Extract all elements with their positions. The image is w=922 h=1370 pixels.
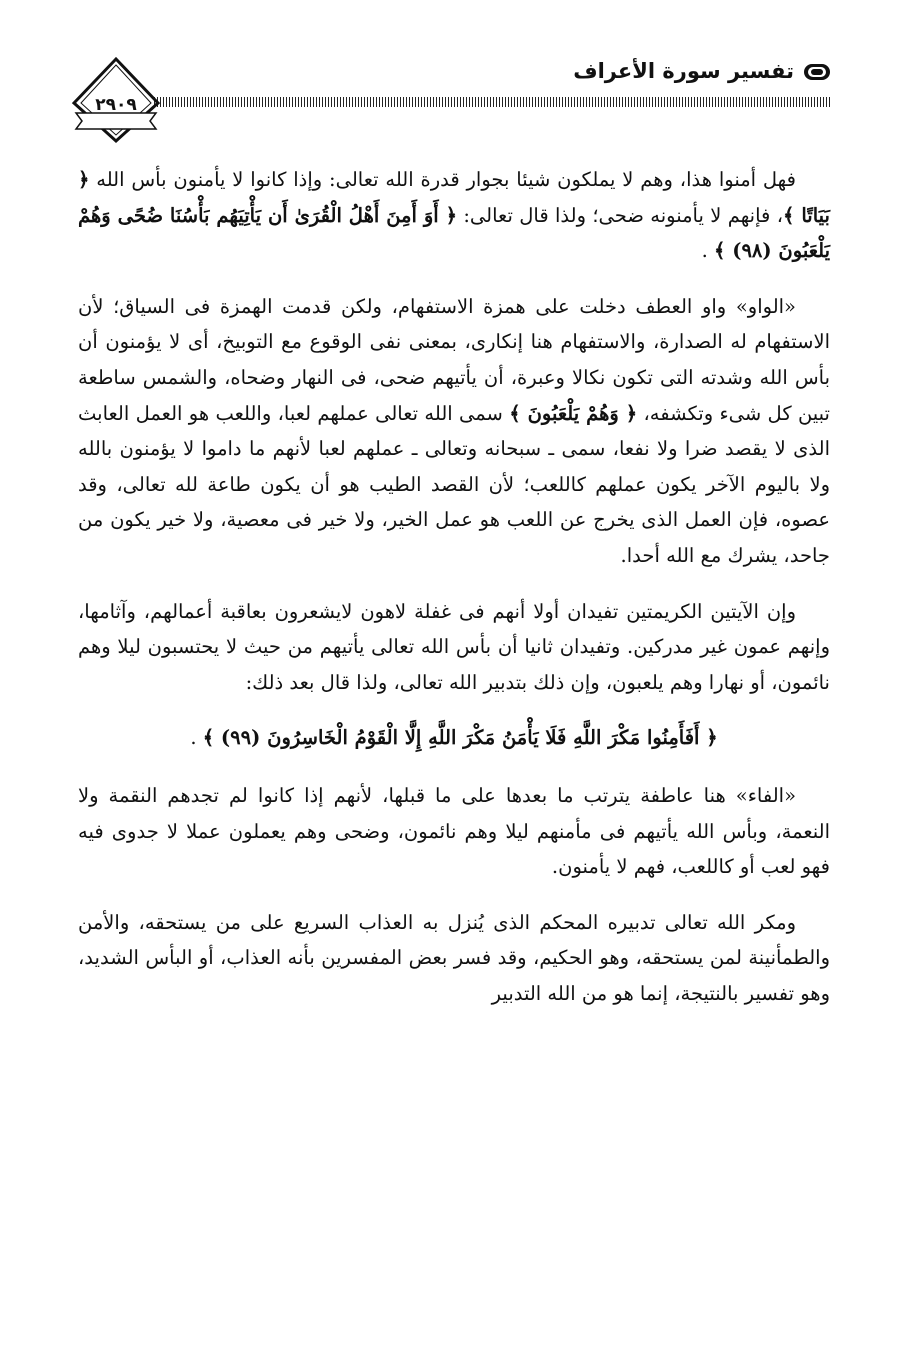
page-header	[70, 55, 830, 145]
paragraph-5	[78, 905, 830, 1012]
paragraph-text: .	[701, 239, 714, 263]
verse-99-line	[78, 720, 830, 756]
paragraph-3	[78, 594, 830, 701]
paragraph-text: سمى الله تعالى عملهم لعبا، واللعب هو العمل العابث الذى لا يقصد ضرا ولا نفعا، سمى ـ سبحانه وتعالى ـ عملهم لعبا لأنهم ما داموا لا يؤمنون بالله ولا باليوم الآخر يكون عملهم كاللعب؛ لأن القصد الطيب هو أن يكون طاعة لله تعالى، وقد عصوه، فإن العمل الذى يخرج عن اللعب هو عمل الخير، ولا خير فى معصية، ولا خير يكون من جاحد، يشرك مع الله أحدا.	[78, 401, 830, 567]
paragraph-text: وإن الآيتين الكريمتين تفيدان أولا أنهم فى غفلة لاهون لايشعرون بعاقبة أعمالهم، وآثامها، وإنهم عمون غير مدركين. وتفيدان ثانيا أن بأس الله تعالى يأتيهم من حيث لا يحتسبون ليلا وهم نائمون، أو نهارا وهم يلعبون، وإن ذلك بتدبير الله تعالى، ولذا قال بعد ذلك:	[78, 599, 830, 694]
page-number: ٢٩٠٩	[95, 95, 137, 115]
quran-quote: ﴿ بَيَاتًا ﴾	[78, 168, 830, 227]
quran-verse-99: ﴿ أَفَأَمِنُوا مَكْرَ اللَّهِ فَلَا يَأْمَنُ مَكْرَ اللَّهِ إِلَّا الْقَوْمُ الْخَاسِرُونَ (٩٩) ﴾	[202, 726, 718, 750]
paragraph-text: .	[190, 726, 203, 750]
paragraph-4	[78, 778, 830, 885]
paragraph-text: فهل أمنوا هذا، وهم لا يملكون شيئا بجوار قدرة الله تعالى: وإذا كانوا لا يأمنون بأس الله	[89, 168, 796, 191]
page-body	[78, 162, 830, 1031]
paragraph-2	[78, 289, 830, 574]
quran-verse-98: ﴿ أَوَ أَمِنَ أَهْلُ الْقُرَىٰ أَن يَأْتِيَهُم بَأْسُنَا ضُحًى وَهُمْ يَلْعَبُونَ (٩٨) ﴾	[78, 203, 830, 263]
quran-quote: ﴿ وَهُمْ يَلْعَبُونَ ﴾	[509, 401, 638, 425]
ornament-icon	[804, 61, 830, 83]
paragraph-text: ومكر الله تعالى تدبيره المحكم الذى يُنزل به العذاب السريع على من يستحقه، والأمن والطمأنينة لمن يستحقه، وهو الحكيم، وقد فسر بعض المفسرين بأنه العذاب، أو البأس الشديد، وهو تفسير بالنتيجة، إنما هو من الله التدبير	[78, 910, 830, 1005]
paragraph-text: «الواو» واو العطف دخلت على همزة الاستفهام، ولكن قدمت الهمزة فى السياق؛ لأن الاستفهام له الصدارة، والاستفهام هنا إنكارى، بمعنى نفى الوقوع مع التوبيخ، أى لا يؤمنون أن بأس الله وشدته التى تكون نكالا وعبرة، أن يأتيهم ضحى، فى النهار وضحاه، والشمس ساطعة تبين كل شىء وتكشفه،	[78, 294, 830, 425]
paragraph-1	[78, 162, 830, 269]
header-rule	[154, 97, 830, 107]
surah-title: تفسير سورة الأعراف	[573, 59, 794, 83]
paragraph-text: «الفاء» هنا عاطفة يترتب ما بعدها على ما قبلها، لأنهم إذا كانوا لم تجدهم النقمة ولا النعمة، وبأس الله يأتيهم فى مأمنهم ليلا وهم نائمون، وضحى وهم يعملون عملا لا جدوى فيه فهو لعب أو كاللعب، فهم لا يأمنون.	[78, 783, 830, 879]
paragraph-text: ، فإنهم لا يأمنونه ضحى؛ ولذا قال تعالى:	[457, 203, 784, 227]
